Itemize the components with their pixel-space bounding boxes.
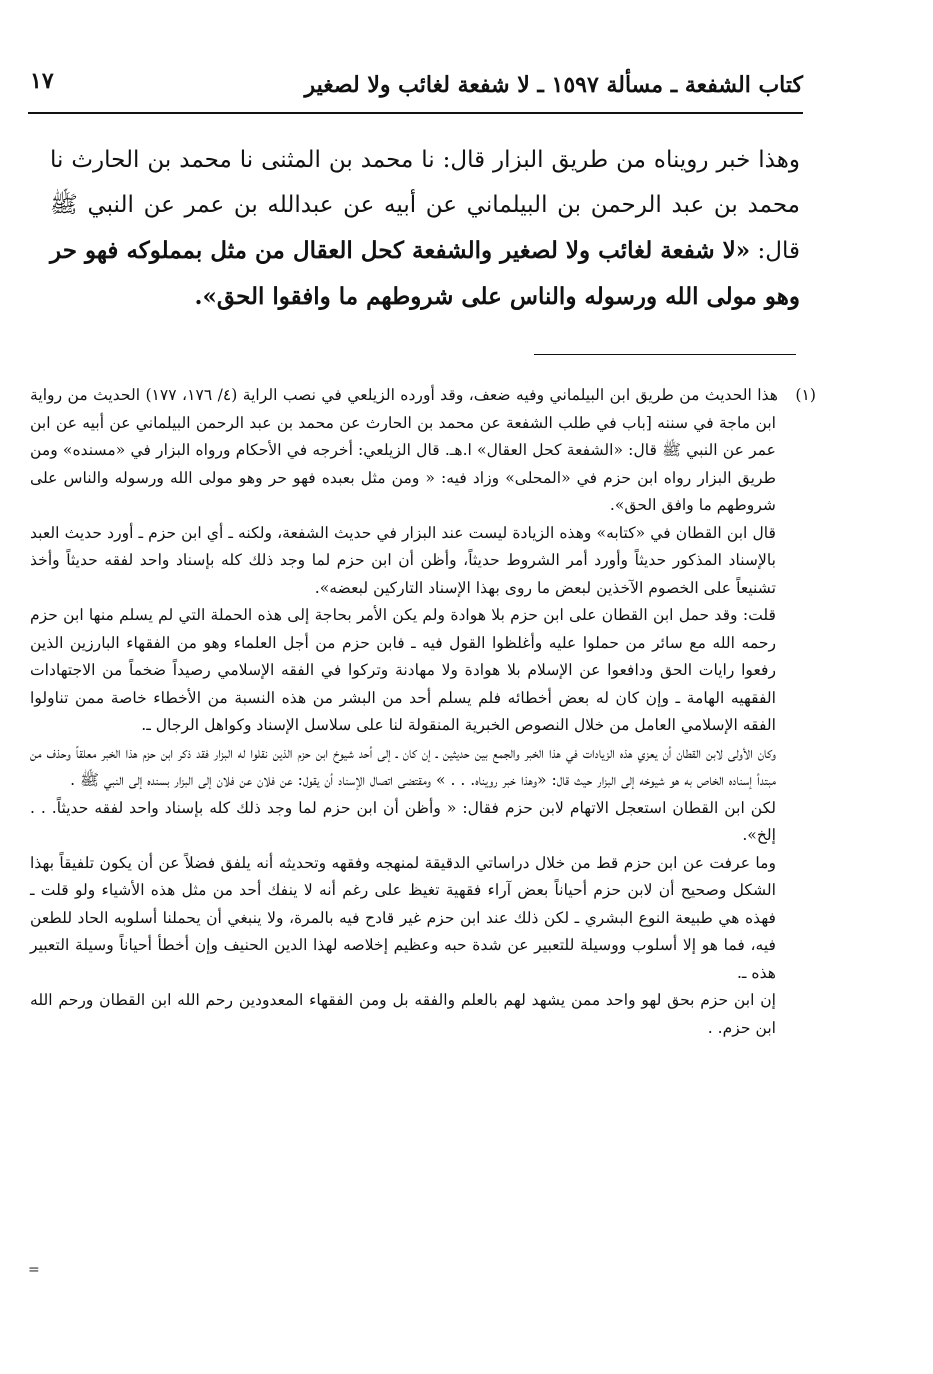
hadith-chain: وهذا خبر رويناه من طريق البزار قال: نا محمد بن المثنى نا محمد بن الحارث نا محمد بن عبد الرحمن بن البيلماني عن أبيه عن عبدالله بن عمر عن النبي ﷺ قال: (50, 147, 800, 264)
footnote-paragraph: لكن ابن القطان استعجل الاتهام لابن حزم فقال: « وأظن أن ابن حزم لما وجد ذلك كله بإسناد واحد لفقه حديثاً. . . إلخ». (30, 798, 776, 844)
page-number: ١٧ (30, 68, 54, 94)
footnote-paragraph: وكان الأولى لابن القطان أن يعزي هذه الزيادات في هذا الخبر والجمع بين حديثين ـ إن كان ـ إلى أحد شيوخ ابن حزم الذين نقلوا له البزار فقد ذكر ابن حزم هذا الخبر معلقاً وحذف من مبتدأ إسناده الخاص به هو شيوخه إلى البزار حيث قال: «وهذا خبر رويناه. . . » ومقتضى اتصال الإسناد أن يقول: عن فلان عن فلان إلى البزار بسنده إلى النبي ﷺ . (30, 743, 776, 789)
footnote-divider (534, 354, 796, 355)
footnote-label: (١) (795, 386, 816, 404)
running-head: كتاب الشفعة ـ مسألة ١٥٩٧ ـ لا شفعة لغائب ولا لصغير (304, 72, 803, 98)
footnote-paragraph: قلت: وقد حمل ابن القطان على ابن حزم بلا هوادة ولم يكن الأمر بحاجة إلى هذه الحملة التي لم يسلم منها ابن حزم رحمه الله مع سائر من حملوا عليه وأغلظوا القول فيه ـ فابن حزم من أجل العلماء وهو من الفقهاء البارزين الذين رفعوا رايات الحق ودافعوا عن الإسلام بلا هوادة ولا مهادنة وتركوا في الفقه الإسلامي رصيداً ضخماً من الاجتهادات الفقهيه الهامة ـ وإن كان له بعض أخطائه فلم يسلم أحد من البشر من هذه النسبة من الأخطاء خاصة ممن تناولوا الفقه الإسلامي العامل من خلال النصوص الخبرية المنقولة لنا على سلاسل الإسناد وكواهل الرجال ـ. (30, 606, 776, 734)
main-text (50, 138, 800, 320)
footnote-paragraph: قال ابن القطان في «كتابه» وهذه الزيادة ليست عند البزار في حديث الشفعة، ولكنه ـ أي ابن حزم ـ أورد حديث العبد بالإسناد المذكور حديثاً وأورد أمر الشروط حديثاً، وأظن أن ابن حزم لما وجد ذلك كله بإسناد واحد لفقه حديثاً وأخذ تشنيعاً على الخصوم الآخذين لبعض ما روى بهذا الإسناد التاركين لبعضه». (30, 523, 776, 597)
footnote-paragraph: (١)هذا الحديث من طريق ابن البيلماني وفيه ضعف، وقد أورده الزيلعي في نصب الراية (٤/ ١٧٦، ١٧٧) الحديث من رواية ابن ماجة في سننه [باب في طلب الشفعة عن محمد بن الحارث عن محمد بن عبد الرحمن البيلماني عن أبيه عن ابن عمر عن النبي ﷺ قال: «الشفعة كحل العقال» ا.هـ. قال الزيلعي: أخرجه في الأحكام ورواه البزار في «مسنده» ومن طريق البزار رواه ابن حزم في «المحلى» وزاد فيه: « ومن مثل بعبده فهو حر وهو مولى الله ورسوله والناس على شروطهم ما وافق الحق». (30, 382, 816, 520)
footnotes (30, 382, 816, 1042)
main-paragraph (50, 138, 800, 320)
footnote-paragraph: وما عرفت عن ابن حزم قط من خلال دراساتي الدقيقة لمنهجه وفقهه وتحديثه أنه يلفق فضلاً عن أن يكون تلفيقاً بهذا الشكل وصحيح أن لابن حزم أحياناً بعض آراء فقهية تغيظ على رغم أنه لا ينفك أحد من مثل هذه الأشياء ولو قلت ـ فهذه هي طبيعة النوع البشري ـ لكن ذلك عند ابن حزم غير قادح فيه بالمرة، ولا ينبغي أن يحملنا أسلوبه الحاد للطعن فيه، فما هو إلا أسلوب ووسيلة للتعبير عن شدة حبه وعظيم إخلاصه لهذا الدين الحنيف وإن أخطأ أحياناً وسيلة التعبير هذه ـ. (30, 853, 776, 982)
page-header (28, 62, 803, 114)
margin-mark: = (28, 1262, 40, 1278)
hadith-text: «لا شفعة لغائب ولا لصغير والشفعة كحل العقال من مثل بمملوكه فهو حر وهو مولى الله ورسوله والناس على شروطهم ما وافقوا الحق». (50, 237, 800, 310)
footnote-paragraph: إن ابن حزم بحق لهو واحد ممن يشهد لهم بالعلم والفقه بل ومن الفقهاء المعدودين رحم الله ابن القطان ورحم الله ابن حزم. . (30, 991, 776, 1037)
